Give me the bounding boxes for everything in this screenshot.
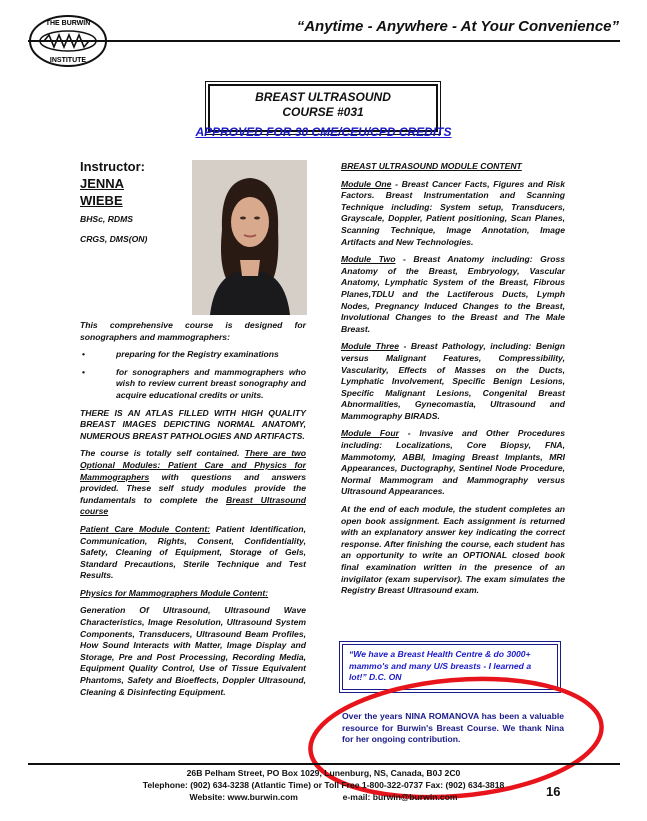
physics-heading: Physics for Mammographers Module Content:: [80, 587, 269, 598]
testimonial-quote: “We have a Breast Health Centre & do 3000+ mammo's and many U/S breasts - I learned a lot!” D.C. ON: [342, 644, 558, 690]
header-rule: [28, 40, 620, 42]
svg-text:INSTITUTE: INSTITUTE: [49, 57, 87, 64]
module-three-text: Module Three - Breast Pathology, including: Benign versus Malignant Features, Compressibility, Vascularity, Effects of Masses on the Ducts, Lymphatic Involvement, Specific Benign Lesions, Specific Malignant Lesions, Congenital Breast Abnormalities, Gynecomastia, Ultrasound and Mammography BIRADS.: [341, 341, 565, 421]
audience-list: [80, 349, 306, 401]
course-number: COURSE #031: [282, 105, 364, 119]
atlas-text: THERE IS AN ATLAS FILLED WITH HIGH QUALITY BREAST IMAGES DEPICTING NORMAL ANATOMY, NUMEROUS BREAST PATHOLOGIES AND ARTIFACTS.: [80, 407, 306, 441]
instructor-credentials-2: CRGS, DMS(ON): [80, 234, 148, 244]
module-four-text: Module Four - Invasive and Other Procedures including: Localizations, Core Biopsy, FNA, Mammotomy, ABBI, Imaging Breast Implants, MRI Appearances, Ductography, Sentinel Node Procedure, Normal Mammogram and Mammography versus Ultrasound Appearances.: [341, 428, 565, 497]
patient-care-heading: Patient Care Module Content:: [80, 523, 211, 534]
physics-text: Generation Of Ultrasound, Ultrasound Wave Characteristics, Image Resolution, Ultrasound System Components, Transducers, Ultrasound Beam Profiles, How Sound Interacts with Matter, Image Display and Storage, Pre and Post Processing, Recording Media, Equipment Quality Control, Use of Tissue Equivalent Phantoms, Safety and Bioeffects, Doppler Ultrasound, Cleaning & Disinfecting Equipment.: [80, 605, 306, 697]
right-column: [341, 161, 565, 603]
exam-text: At the end of each module, the student completes an open book assignment. Each assignment is returned with an explanatory answer key indicating the correct response. After finishing the course, each student has an opportunity to write an OPTIONAL closed book final examination written in the presence of an invigilator (exam supervisor). The exam simulates the Registry Breast Ultrasound exam.: [341, 504, 565, 596]
instructor-credentials-1: BHSc, RDMS: [80, 214, 134, 224]
footer-email[interactable]: e-mail: burwin@burwin.com: [342, 792, 458, 802]
list-item: • for sonographers and mammographers who wish to review current breast sonography and acquire educational credits or units.: [80, 367, 306, 402]
credits-link[interactable]: APPROVED FOR 30 CME/CEU/CPD CREDITS: [195, 125, 452, 139]
footer-address: 26B Pelham Street, PO Box 1029, Lunenburg, NS, Canada, B0J 2C0: [186, 768, 461, 778]
svg-text:THE BURWIN: THE BURWIN: [45, 20, 91, 27]
instructor-last-name: WIEBE: [80, 193, 123, 208]
acknowledgement-text: Over the years NINA ROMANOVA has been a valuable resource for Burwin's Breast Course. We thank Nina for her ongoing contribution.: [342, 711, 564, 745]
left-column: [80, 320, 306, 704]
course-title: BREAST ULTRASOUND: [255, 90, 391, 104]
list-item: • preparing for the Registry examinations: [80, 349, 306, 361]
footer-phone: Telephone: (902) 634-3238 (Atlantic Time) or Toll Free 1-800-322-0737 Fax: (902) 634-3818: [142, 780, 505, 790]
page-number: 16: [546, 784, 561, 799]
footer-rule: [28, 763, 620, 765]
instructor-first-name: JENNA: [80, 176, 125, 191]
self-contained-text: The course is totally self contained. There are two Optional Modules: Patient Care and Physics for Mammographers with questions and answers provided. These self study modules provide the fundamentals to complete the Breast Ultrasound course: [80, 448, 306, 517]
instructor-label: Instructor:: [80, 159, 145, 174]
instructor-photo: [192, 160, 307, 315]
tagline: “Anytime - Anywhere - At Your Convenience”: [296, 18, 619, 35]
patient-care-text: Patient Care Module Content: Patient Identification, Communication, Rights, Consent, Confidentiality, Safety, Cleaning of Equipment, Storage of Gels, Standard Precautions, Sterile Technique and Test Results.: [80, 523, 306, 581]
intro-text: This comprehensive course is designed for sonographers and mammographers:: [80, 320, 306, 342]
module-two-text: Module Two - Breast Anatomy including: Gross Anatomy of the Breast, Embryology, Vascular Anatomy, Lymphatic System of the Breast, Fibrous Planes,TDLU and the Lactiferous Ducts, Lymph Nodes, Pregnancy Induced Changes to the Breast, Involutional Changes to the Breast and The Male Breast.: [341, 254, 566, 334]
module-one-text: Module One - Breast Cancer Facts, Figures and Risk Factors. Breast Instrumentation and Scanning Technique including: System setup, Transducers, Grayscale, Doppler, Patient positioning, Scan Planes, Scanning Technique, Image Annotation, Image Artifacts and New Technologies.: [341, 178, 565, 247]
module-content-heading: BREAST ULTRASOUND MODULE CONTENT: [341, 161, 522, 171]
footer-website[interactable]: Website: www.burwin.com: [189, 792, 298, 802]
